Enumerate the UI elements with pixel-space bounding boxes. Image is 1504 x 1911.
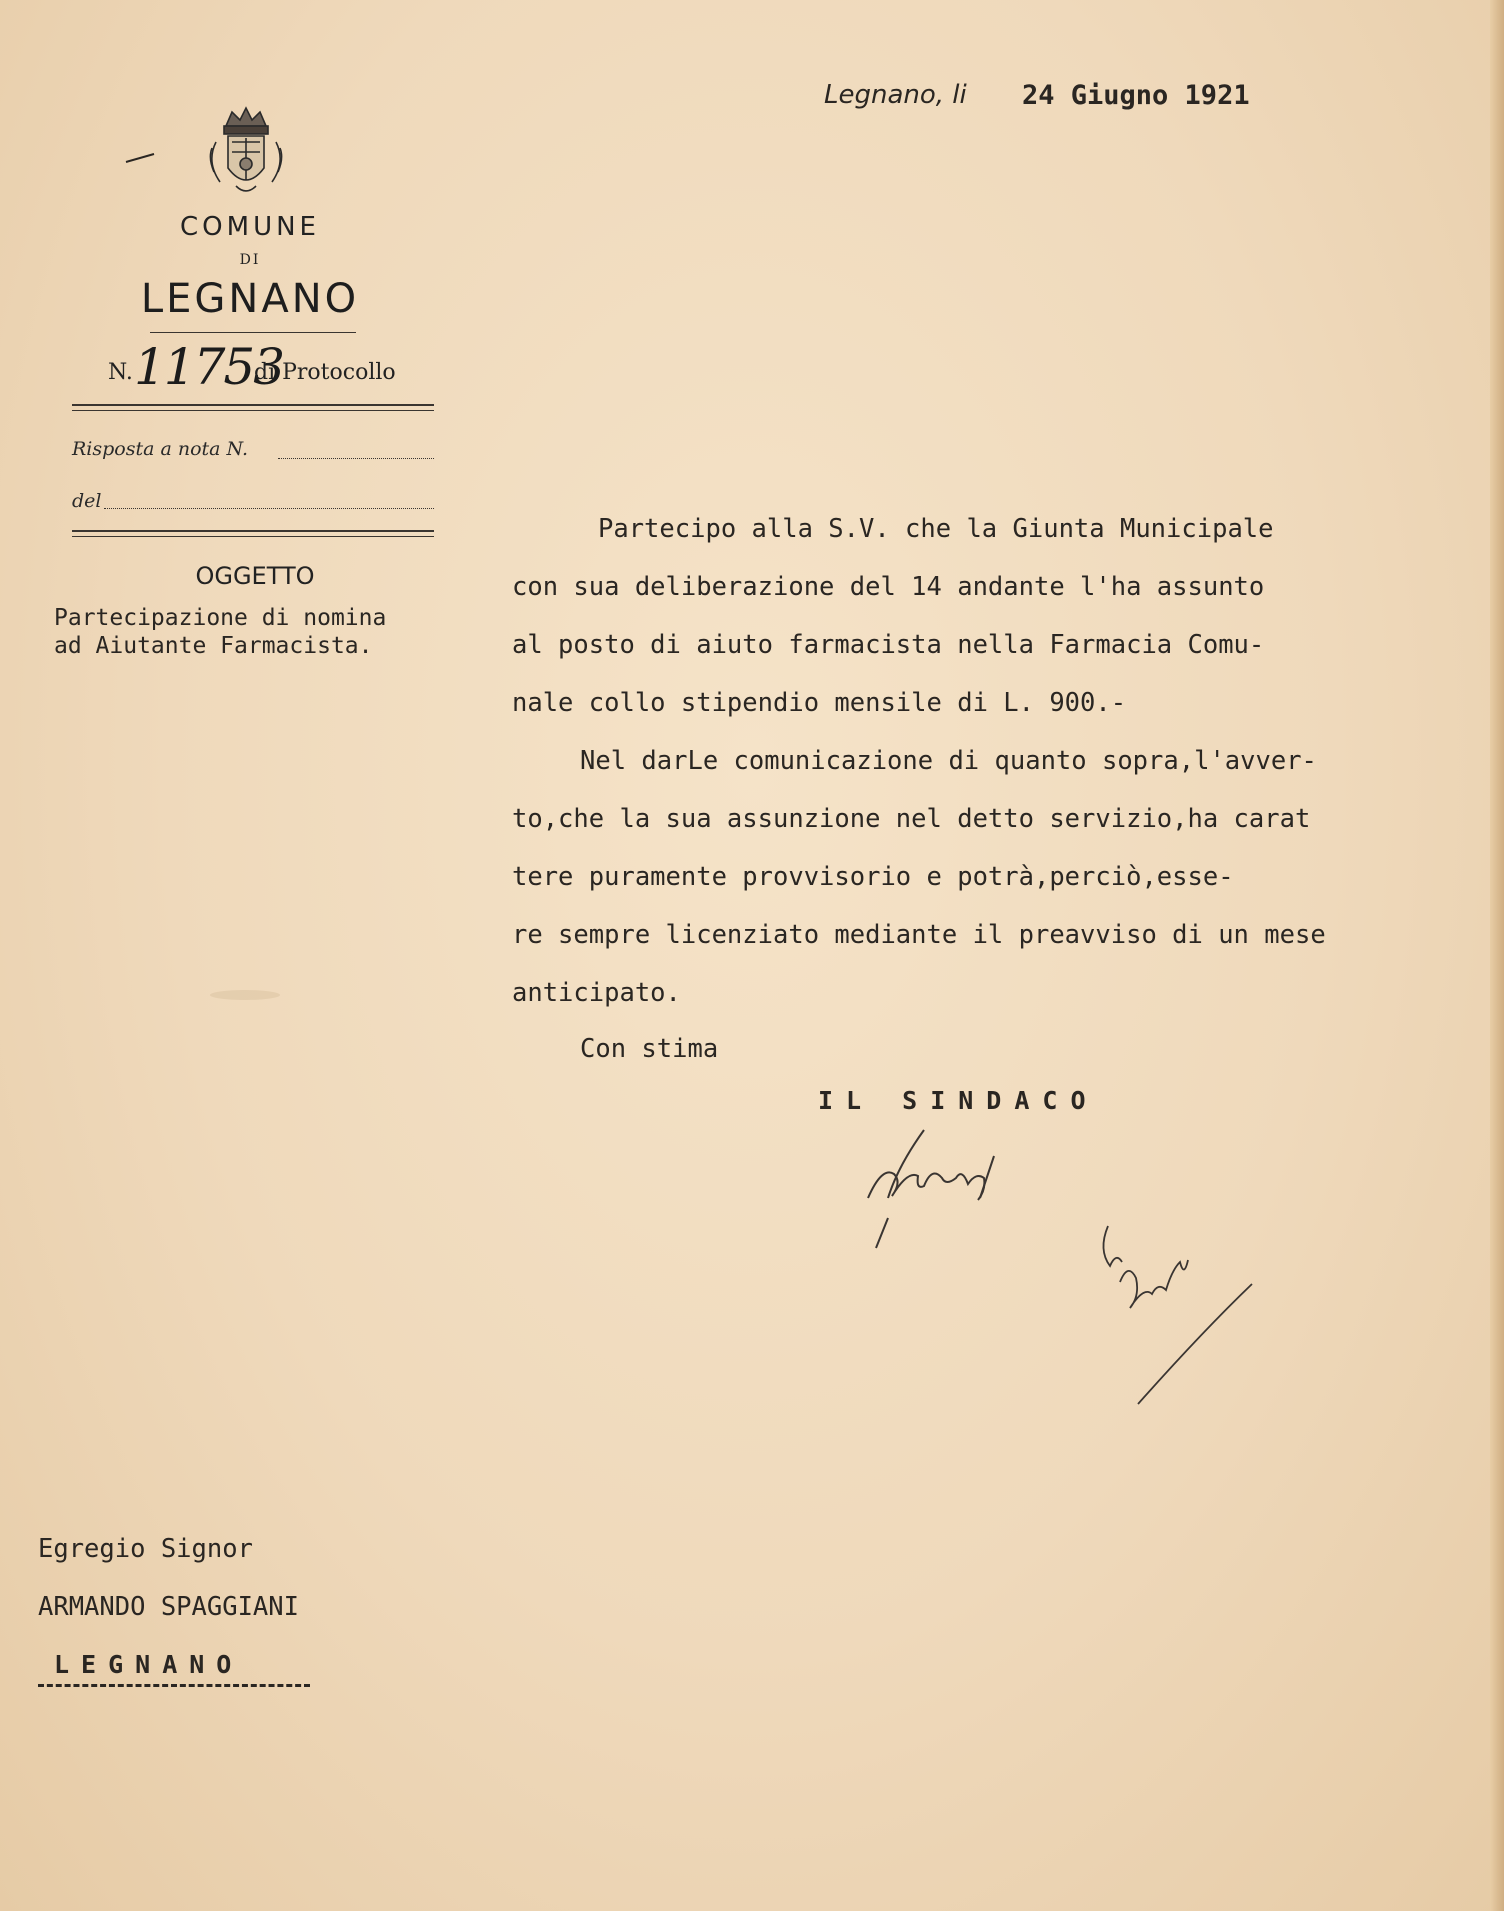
body-line: nale collo stipendio mensile di L. 900.- xyxy=(512,688,1127,718)
del-rule xyxy=(72,530,434,532)
address-underline xyxy=(38,1684,310,1687)
body-line: con sua deliberazione del 14 andante l'ha assunto xyxy=(512,572,1265,602)
address-salutation: Egregio Signor xyxy=(38,1534,253,1564)
body-line: Nel darLe comunicazione di quanto sopra,l'avver- xyxy=(580,746,1317,776)
letterhead-rule xyxy=(150,332,356,333)
letterhead-comune: COMUNE xyxy=(180,212,320,242)
del-rule-2 xyxy=(72,536,434,537)
body-line: tere puramente provvisorio e potrà,perciò,esse- xyxy=(512,862,1234,892)
body-line: Partecipo alla S.V. che la Giunta Municipale xyxy=(598,514,1274,544)
body-line: to,che la sua assunzione nel detto servizio,ha carat xyxy=(512,804,1311,834)
date-text: 24 Giugno 1921 xyxy=(1022,80,1250,111)
protocol-suffix: di Protocollo xyxy=(254,360,396,385)
letterhead-di: DI xyxy=(239,252,261,268)
body-line: anticipato. xyxy=(512,978,681,1008)
coat-of-arms-icon xyxy=(198,102,294,202)
letterhead-city: LEGNANO xyxy=(140,276,360,322)
oggetto-label: OGGETTO xyxy=(195,562,315,590)
protocol-prefix: N. xyxy=(108,360,133,385)
pen-mark-icon xyxy=(124,150,158,166)
mayor-signature-icon xyxy=(858,1126,1038,1256)
del-dotted-line xyxy=(104,508,434,509)
oggetto-text xyxy=(54,604,386,660)
oggetto-line: Partecipazione di nomina xyxy=(54,605,387,631)
paper-stain xyxy=(210,990,280,1000)
address-city: LEGNANO xyxy=(54,1650,244,1679)
paper-edge xyxy=(1490,0,1504,1911)
body-line: al posto di aiuto farmacista nella Farmacia Comu- xyxy=(512,630,1265,660)
protocol-number: 11753 xyxy=(134,338,284,396)
visto-signature-icon xyxy=(1092,1222,1262,1408)
del-label: del xyxy=(72,490,102,512)
protocol-rule-2 xyxy=(72,410,434,411)
closing-line: Con stima xyxy=(580,1034,719,1064)
date-place: Legnano, li xyxy=(824,80,967,110)
risposta-dotted-line xyxy=(278,458,434,459)
oggetto-line: ad Aiutante Farmacista. xyxy=(54,633,373,659)
signatory-title: IL SINDACO xyxy=(818,1086,1099,1115)
protocol-rule xyxy=(72,404,434,406)
address-name: ARMANDO SPAGGIANI xyxy=(38,1592,299,1622)
risposta-label: Risposta a nota N. xyxy=(72,438,248,460)
body-line: re sempre licenziato mediante il preavviso di un mese xyxy=(512,920,1326,950)
